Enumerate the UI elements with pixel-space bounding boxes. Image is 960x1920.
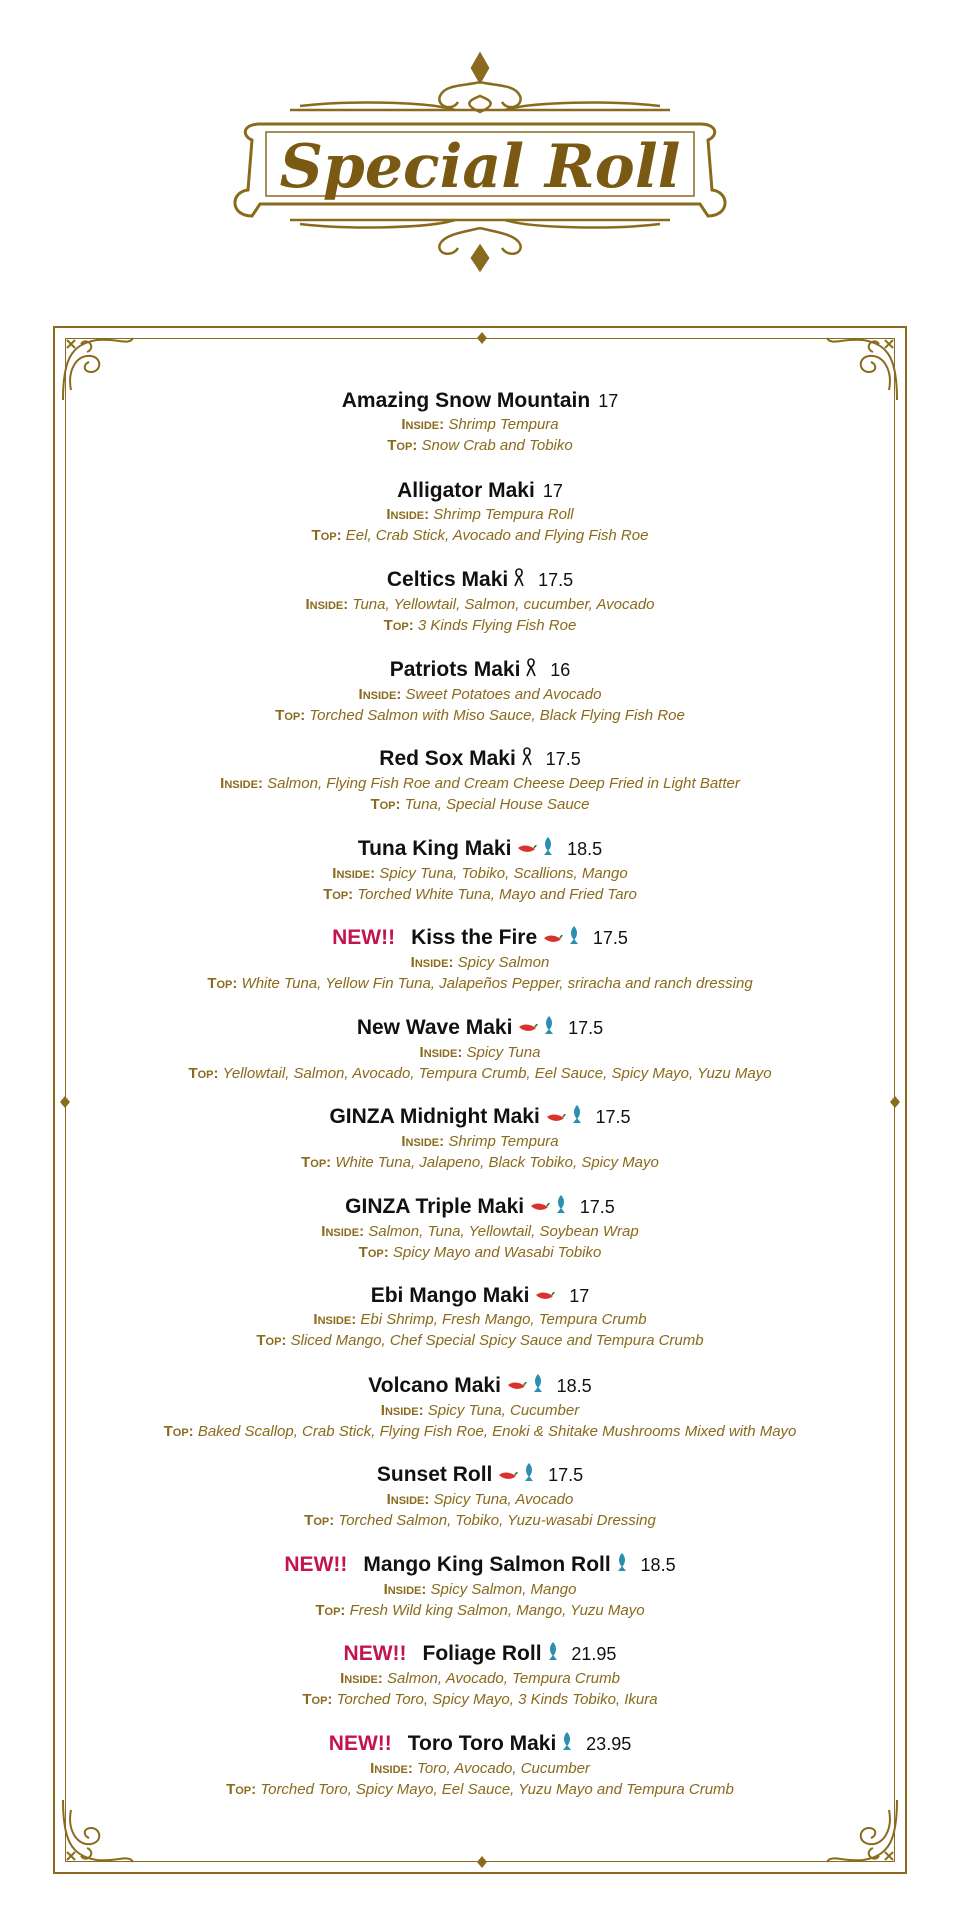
top-label: Top: (358, 1243, 389, 1261)
top-label: Top: (275, 706, 306, 724)
top-line (55, 615, 905, 636)
ribbon-icon (526, 657, 536, 684)
item-price: 18.5 (567, 838, 603, 859)
new-badge: NEW!! (343, 1642, 407, 1666)
menu-item (55, 388, 905, 478)
inside-label: Inside: (332, 864, 376, 882)
inside-label: Inside: (370, 1759, 413, 1777)
item-name: Mango King Salmon Roll (363, 1552, 611, 1576)
top-line (55, 705, 905, 726)
menu-item (55, 1731, 905, 1821)
inside-label: Inside: (401, 416, 445, 433)
top-text: Baked Scallop, Crab Stick, Flying Fish Roe, Enoki & Shitake Mushrooms Mixed with Mayo (197, 1422, 797, 1440)
item-price: 18.5 (640, 1554, 676, 1575)
item-icons (543, 926, 585, 949)
top-line (55, 1063, 905, 1084)
menu-item (55, 836, 905, 926)
top-label: Top: (256, 1332, 287, 1350)
item-name-line (55, 1194, 905, 1221)
item-name: Kiss the Fire (411, 926, 538, 950)
item-name-line (55, 925, 905, 952)
fish-icon (572, 1104, 582, 1131)
fish-icon (556, 1194, 566, 1221)
item-name: GINZA Triple Maki (345, 1194, 525, 1218)
inside-label: Inside: (380, 1401, 424, 1419)
inside-label: Inside: (220, 775, 263, 792)
top-label: Top: (188, 1064, 219, 1082)
item-icons (526, 658, 542, 681)
item-name-line (55, 1462, 905, 1489)
item-icons (507, 1374, 549, 1397)
fish-icon (544, 1015, 554, 1042)
chili-icon (507, 1373, 527, 1399)
inside-line (55, 414, 905, 435)
new-badge: NEW!! (332, 926, 396, 950)
menu-list (55, 388, 905, 1820)
inside-text: Salmon, Tuna, Yellowtail, Soybean Wrap (368, 1222, 639, 1240)
item-name: Amazing Snow Mountain (341, 389, 591, 412)
top-text: Spicy Mayo and Wasabi Tobiko (392, 1243, 602, 1261)
item-name: Red Sox Maki (379, 747, 516, 771)
item-price: 16 (550, 659, 571, 680)
menu-item (55, 1552, 905, 1642)
top-text: White Tuna, Yellow Fin Tuna, Jalapeños Pepper, sriracha and ranch dressing (241, 975, 753, 992)
inside-line (55, 1042, 905, 1063)
bottom-diamond-ornament (475, 1855, 489, 1869)
item-name-line (55, 657, 905, 684)
top-label: Top: (226, 1780, 257, 1798)
fish-icon (533, 1373, 543, 1400)
inside-text: Shrimp Tempura (448, 416, 559, 433)
menu-title: Special Roll (279, 132, 681, 202)
chili-icon (546, 1105, 566, 1131)
new-badge: NEW!! (284, 1552, 348, 1576)
inside-text: Spicy Tuna, Tobiko, Scallions, Mango (379, 864, 628, 882)
item-icons (535, 1284, 561, 1307)
inside-label: Inside: (305, 596, 349, 613)
menu-item (55, 1194, 905, 1284)
chili-icon (535, 1283, 555, 1309)
fish-icon (617, 1552, 627, 1579)
item-price: 17 (598, 391, 619, 411)
menu-item (55, 1015, 905, 1105)
fish-icon (562, 1731, 572, 1758)
item-name-line (55, 1373, 905, 1400)
item-price: 17.5 (548, 1465, 584, 1486)
inside-text: Tuna, Yellowtail, Salmon, cucumber, Avocado (352, 596, 655, 613)
menu-item (55, 1641, 905, 1731)
inside-text: Toro, Avocado, Cucumber (417, 1759, 590, 1777)
item-icons (530, 1195, 572, 1218)
item-price: 17.5 (592, 928, 628, 949)
ribbon-icon (522, 746, 532, 773)
top-line (55, 1779, 905, 1800)
item-name-line (55, 1731, 905, 1758)
menu-item (55, 1104, 905, 1194)
item-icons (514, 568, 530, 591)
top-label: Top: (302, 1691, 333, 1708)
top-text: 3 Kinds Flying Fish Roe (417, 617, 577, 634)
inside-label: Inside: (386, 1491, 430, 1508)
fish-icon (548, 1641, 558, 1668)
inside-text: Salmon, Avocado, Tempura Crumb (387, 1670, 620, 1687)
inside-line (55, 863, 905, 884)
item-name: Sunset Roll (376, 1463, 493, 1487)
inside-line (55, 773, 905, 794)
item-icons (562, 1732, 578, 1755)
top-line (55, 973, 905, 994)
inside-text: Spicy Salmon, Mango (430, 1580, 577, 1598)
menu-item (55, 746, 905, 836)
top-text: White Tuna, Jalapeno, Black Tobiko, Spicy Mayo (335, 1154, 659, 1171)
item-name: Tuna King Maki (357, 836, 512, 860)
top-label: Top: (311, 526, 342, 544)
inside-label: Inside: (313, 1311, 357, 1329)
top-line (55, 525, 905, 546)
inside-line (55, 1668, 905, 1689)
fish-icon (543, 836, 553, 863)
top-label: Top: (387, 437, 418, 454)
inside-text: Spicy Tuna, Avocado (433, 1491, 574, 1508)
top-diamond-ornament (475, 331, 489, 345)
chili-icon (498, 1463, 518, 1489)
top-line (55, 1330, 905, 1351)
top-line (55, 1600, 905, 1621)
menu-item (55, 1462, 905, 1552)
top-line (55, 1510, 905, 1531)
top-text: Torched Salmon with Miso Sauce, Black Flying Fish Roe (309, 706, 685, 724)
chili-icon (517, 836, 537, 862)
item-icons (517, 837, 559, 860)
menu-item (55, 1373, 905, 1463)
menu-item (55, 657, 905, 747)
item-price: 18.5 (556, 1375, 592, 1396)
inside-text: Ebi Shrimp, Fresh Mango, Tempura Crumb (360, 1311, 647, 1329)
menu-item (55, 567, 905, 657)
item-name-line (55, 567, 905, 594)
item-name-line (55, 388, 905, 414)
inside-text: Shrimp Tempura Roll (433, 505, 574, 523)
item-price: 17.5 (545, 749, 581, 770)
inside-label: Inside: (419, 1043, 463, 1061)
inside-label: Inside: (358, 685, 402, 703)
top-text: Torched Toro, Spicy Mayo, 3 Kinds Tobiko, Ikura (336, 1691, 658, 1708)
item-price: 17.5 (595, 1107, 631, 1128)
inside-line (55, 1758, 905, 1779)
top-text: Torched Salmon, Tobiko, Yuzu-wasabi Dressing (338, 1512, 656, 1529)
item-name: New Wave Maki (356, 1015, 513, 1039)
inside-line (55, 1489, 905, 1510)
item-name-line (55, 746, 905, 773)
item-icons (548, 1642, 564, 1665)
item-price: 17.5 (579, 1196, 615, 1217)
inside-line (55, 504, 905, 525)
top-line (55, 1242, 905, 1263)
top-line (55, 794, 905, 815)
inside-line (55, 1309, 905, 1330)
chili-icon (518, 1015, 538, 1041)
item-name: Alligator Maki (397, 478, 535, 502)
item-name-line (55, 1641, 905, 1668)
top-label: Top: (315, 1601, 346, 1619)
top-label: Top: (163, 1422, 194, 1440)
menu-item (55, 925, 905, 1015)
item-icons (518, 1016, 560, 1039)
inside-label: Inside: (321, 1222, 365, 1240)
fish-icon (569, 925, 579, 952)
top-text: Yellowtail, Salmon, Avocado, Tempura Crumb, Eel Sauce, Spicy Mayo, Yuzu Mayo (222, 1064, 772, 1082)
fish-icon (524, 1462, 534, 1489)
item-price: 17.5 (538, 570, 574, 591)
inside-text: Spicy Salmon (457, 954, 550, 971)
inside-line (55, 594, 905, 615)
item-price: 17 (569, 1286, 590, 1306)
item-price: 17.5 (568, 1017, 604, 1038)
top-text: Eel, Crab Stick, Avocado and Flying Fish Roe (345, 526, 649, 544)
inside-line (55, 1579, 905, 1600)
item-name: Volcano Maki (368, 1373, 501, 1397)
inside-label: Inside: (340, 1670, 383, 1687)
top-line (55, 884, 905, 905)
inside-label: Inside: (410, 954, 454, 971)
item-name: Patriots Maki (389, 657, 521, 681)
item-name-line (55, 478, 905, 504)
top-line (55, 1152, 905, 1173)
inside-text: Shrimp Tempura (448, 1133, 559, 1150)
new-badge: NEW!! (328, 1731, 392, 1755)
item-price: 17 (542, 480, 563, 501)
ribbon-icon (514, 567, 524, 594)
inside-line (55, 1221, 905, 1242)
item-price: 21.95 (571, 1644, 617, 1665)
item-name-line (55, 1104, 905, 1131)
top-label: Top: (383, 617, 414, 634)
item-name-line (55, 1015, 905, 1042)
top-line (55, 1421, 905, 1442)
top-line (55, 435, 905, 456)
menu-item (55, 1283, 905, 1373)
title-banner (0, 40, 960, 280)
chili-icon (543, 926, 563, 952)
top-text: Sliced Mango, Chef Special Spicy Sauce and Tempura Crumb (290, 1332, 704, 1350)
item-icons (546, 1105, 588, 1128)
top-label: Top: (323, 885, 354, 903)
menu-frame (53, 326, 907, 1874)
item-icons (498, 1463, 540, 1486)
top-text: Tuna, Special House Sauce (404, 796, 590, 813)
menu-item (55, 478, 905, 568)
inside-label: Inside: (383, 1580, 427, 1598)
top-text: Snow Crab and Tobiko (421, 437, 573, 454)
inside-text: Sweet Potatoes and Avocado (405, 685, 602, 703)
top-text: Torched Toro, Spicy Mayo, Eel Sauce, Yuzu Mayo and Tempura Crumb (260, 1780, 734, 1798)
inside-label: Inside: (401, 1133, 445, 1150)
item-name-line (55, 836, 905, 863)
top-text: Fresh Wild king Salmon, Mango, Yuzu Mayo (349, 1601, 645, 1619)
item-name-line (55, 1552, 905, 1579)
item-price: 23.95 (586, 1733, 632, 1754)
item-icons (617, 1553, 633, 1576)
top-text: Torched White Tuna, Mayo and Fried Taro (357, 885, 637, 903)
item-name: Foliage Roll (422, 1642, 542, 1666)
top-label: Top: (304, 1512, 335, 1529)
item-icons (522, 747, 538, 770)
item-name: GINZA Midnight Maki (329, 1105, 540, 1129)
inside-line (55, 684, 905, 705)
top-label: Top: (301, 1154, 332, 1171)
item-name-line (55, 1283, 905, 1309)
item-name: Celtics Maki (386, 568, 509, 592)
inside-text: Spicy Tuna (466, 1043, 541, 1061)
inside-text: Salmon, Flying Fish Roe and Cream Cheese Deep Fried in Light Batter (267, 775, 740, 792)
chili-icon (530, 1194, 550, 1220)
top-label: Top: (207, 975, 238, 992)
item-name: Toro Toro Maki (407, 1731, 557, 1755)
top-label: Top: (370, 796, 401, 813)
top-line (55, 1689, 905, 1710)
inside-line (55, 1131, 905, 1152)
inside-line (55, 1400, 905, 1421)
inside-text: Spicy Tuna, Cucumber (427, 1401, 580, 1419)
inside-label: Inside: (386, 505, 430, 523)
inside-line (55, 952, 905, 973)
item-name: Ebi Mango Maki (370, 1284, 530, 1307)
